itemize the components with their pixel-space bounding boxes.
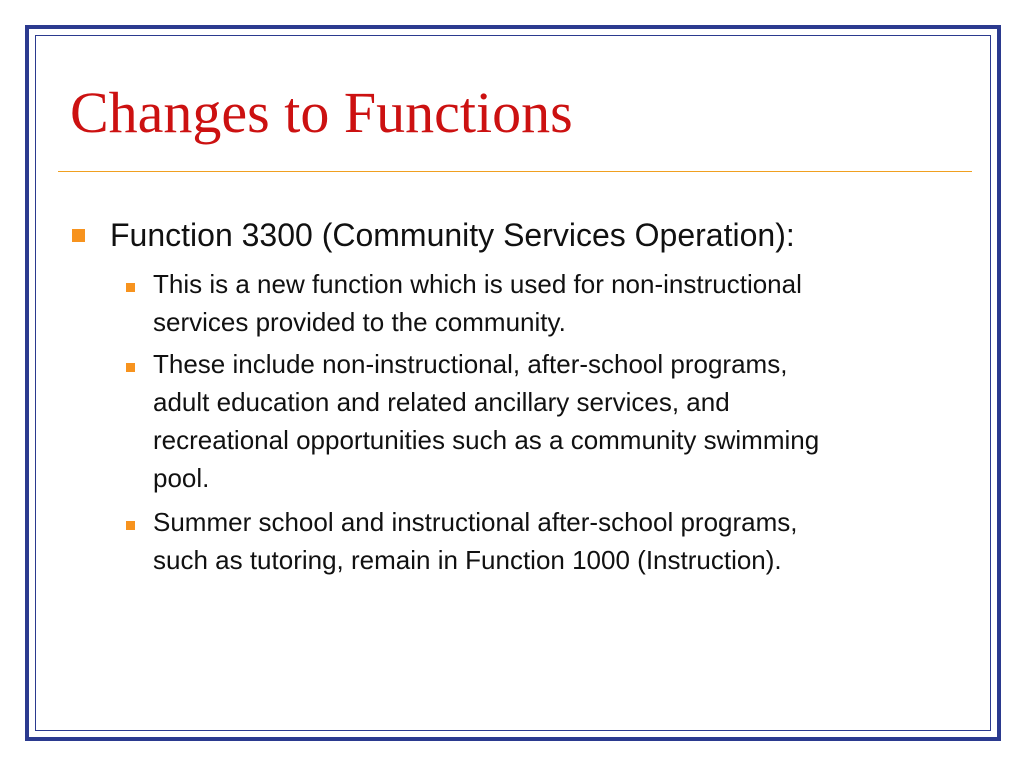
square-bullet-icon xyxy=(126,363,135,372)
title-divider xyxy=(58,171,972,172)
text-line: This is a new function which is used for non-instructional xyxy=(153,269,802,299)
text-line: These include non-instructional, after-school programs, xyxy=(153,349,788,379)
sub-bullet-text xyxy=(153,503,973,579)
sub-bullet-text xyxy=(153,345,973,497)
text-line: services provided to the community. xyxy=(153,307,566,337)
square-bullet-icon xyxy=(126,521,135,530)
bullet-text: Function 3300 (Community Services Operation): xyxy=(110,217,795,253)
text-line: adult education and related ancillary services, and xyxy=(153,387,730,417)
square-bullet-icon xyxy=(72,229,85,242)
text-line: Summer school and instructional after-school programs, xyxy=(153,507,798,537)
text-line: recreational opportunities such as a community swimming xyxy=(153,425,820,455)
square-bullet-icon xyxy=(126,283,135,292)
text-line: pool. xyxy=(153,463,210,493)
sub-bullet-text xyxy=(153,265,973,341)
text-line: such as tutoring, remain in Function 1000 (Instruction). xyxy=(153,545,782,575)
slide-title: Changes to Functions xyxy=(70,80,573,145)
